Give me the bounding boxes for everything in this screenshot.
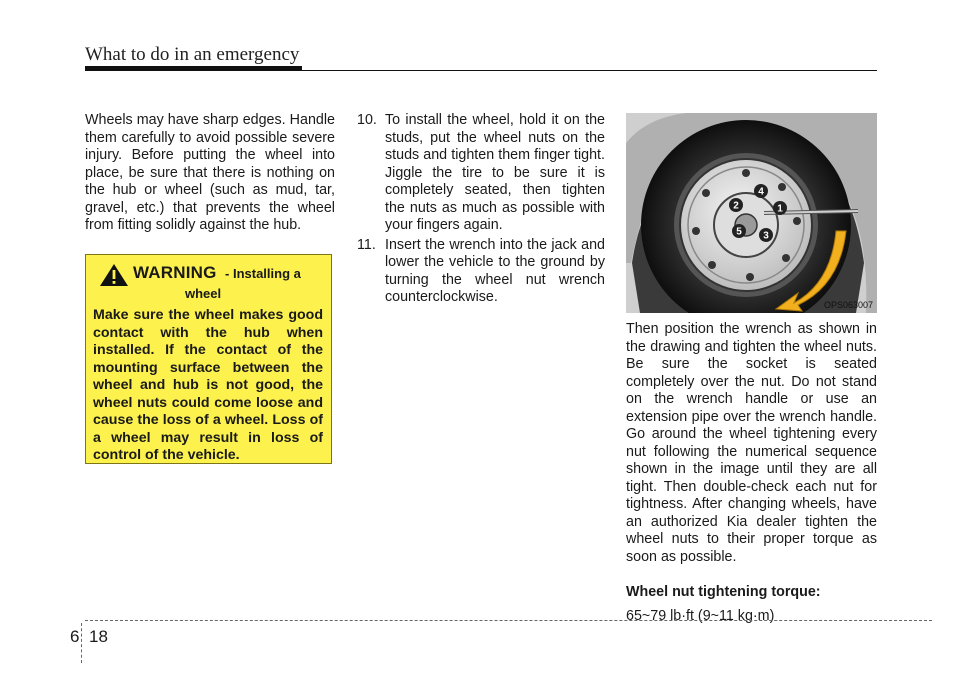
page-section-number: 6 (70, 627, 80, 646)
page-header-title: What to do in an emergency (85, 44, 300, 65)
torque-value: 65~79 lb·ft (9~11 kg·m) (626, 607, 775, 624)
header-rule-thin (85, 70, 877, 71)
step-text: To install the wheel, hold it on the studs, put the wheel nuts on the studs and tighten them finger tight. Jiggle the tire to be sure it is completely seated, then tighten the nuts as much as possible with your fingers again. (385, 112, 605, 233)
step-item (357, 112, 605, 235)
warning-title: WARNING (133, 263, 217, 282)
warning-header (99, 263, 323, 301)
warning-body: Make sure the wheel makes good contact with the hub when installed. If the contact of the mounting surface between the wheel and hub is not good, the wheel nuts could come loose and cause the loss of a wheel. Loss of a wheel may result in loss of control of the vehicle. (93, 307, 323, 463)
right-column (626, 321, 877, 625)
nut-label-2: 2 (733, 200, 739, 212)
torque-label: Wheel nut tightening torque: (626, 584, 821, 600)
step-number: 10. (357, 112, 377, 128)
step-number: 11. (357, 236, 376, 253)
warning-box (85, 254, 332, 464)
right-column-paragraph: Then position the wrench as shown in the drawing and tighten the wheel nuts. Be sure the socket is seated completely over the nut. Do not stand on the wrench handle or use an extension pipe over the wrench handle. Go around the wheel tightening every nut following the numerical sequence shown in the image until they are all tight. Then double-check each nut for tightness. After changing wheels, have an authorized Kia dealer tighten the wheel nuts to their proper torque as soon as possible. (626, 321, 877, 565)
nut-label-1: 1 (777, 203, 783, 215)
figure-caption: OPS063007 (823, 300, 873, 310)
footer-divider (85, 620, 932, 621)
step-text: Insert the wrench into the jack and lower the vehicle to the ground by turning the wheel nut wrench counterclockwise. (385, 236, 605, 305)
left-column-paragraph: Wheels may have sharp edges. Handle them carefully to avoid possible severe injury. Before putting the wheel into place, be sure that there is nothing on the hub or wheel (such as mud, tar, gravel, etc.) that prevents the wheel from fitting solidly against the hub. (85, 112, 335, 233)
wheel-illustration (626, 113, 877, 313)
step-item (357, 237, 605, 307)
nut-label-3: 3 (763, 230, 769, 242)
warning-subtitle: - Installing a (225, 266, 301, 281)
warning-subtitle-line2: wheel (185, 286, 222, 301)
footer-vertical-divider (81, 623, 82, 663)
nut-label-5: 5 (736, 226, 742, 238)
nut-label-4: 4 (758, 186, 764, 198)
page-number: 18 (89, 627, 108, 646)
wheel-tightening-figure (626, 113, 877, 313)
warning-triangle-icon (99, 263, 129, 287)
steps-column (357, 112, 605, 309)
